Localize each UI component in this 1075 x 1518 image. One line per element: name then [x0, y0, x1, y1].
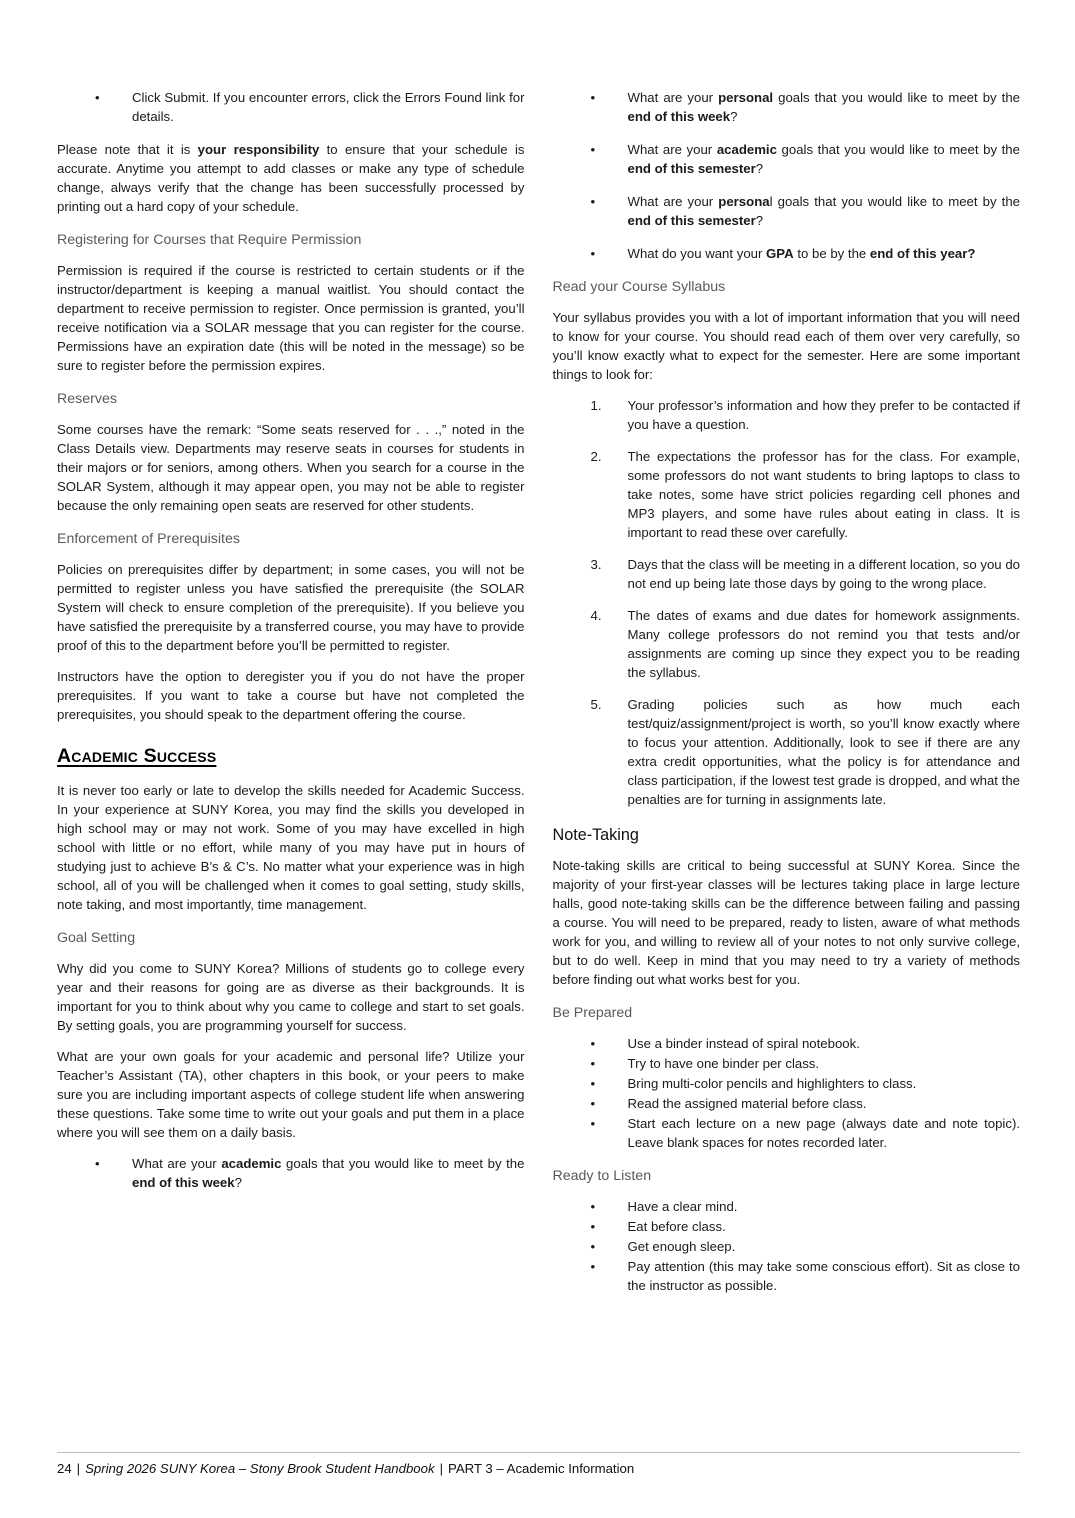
subsection-heading: Read your Course Syllabus [552, 279, 726, 295]
item-text [628, 1114, 1021, 1152]
text-run: The expectations the professor has for the class. For example, some professors do not want students to bring laptops to class to take notes, some have strict policies regarding cell phones and MP3 players, and some have rules about eating in class. It is important to read these over carefully. [627, 449, 1020, 540]
bold-text-run: academic [716, 142, 777, 157]
bullet-list [553, 1034, 1021, 1152]
bold-text-run: end of this semester [627, 161, 756, 176]
paragraph [57, 781, 525, 914]
text-run: What are your [132, 1156, 222, 1171]
text-run: Eat before class. [627, 1219, 726, 1234]
page-footer [57, 1452, 1020, 1478]
text-run: What are your [627, 142, 717, 157]
text-run: ? [730, 109, 738, 124]
bullet-item [553, 1094, 1021, 1113]
subsection-heading: Registering for Courses that Require Permission [57, 232, 362, 248]
bullet-item [553, 1217, 1021, 1236]
footer-separator: | [439, 1461, 443, 1476]
bullet-icon: • [590, 1036, 596, 1051]
item-text [628, 555, 1021, 593]
item-number: 1. [590, 398, 602, 413]
paragraph [57, 261, 525, 375]
bold-text-run: persona [718, 194, 770, 209]
subsection-heading: Reserves [57, 391, 117, 407]
bullet-item [57, 88, 525, 126]
bold-text-run: GPA [766, 246, 794, 261]
numbered-item [553, 396, 1021, 434]
bullet-list [553, 88, 1021, 263]
paragraph [57, 667, 525, 724]
item-text [628, 1217, 1021, 1236]
item-text [628, 447, 1021, 542]
bullet-icon: • [590, 1199, 596, 1214]
subsection-heading: Be Prepared [552, 1005, 633, 1021]
numbered-item [553, 695, 1021, 809]
bold-text-run: your responsibility [197, 142, 320, 157]
item-text [132, 88, 525, 126]
bold-text-run: end of this year? [869, 246, 976, 261]
bullet-icon: • [590, 1076, 596, 1091]
item-text [628, 1074, 1021, 1093]
text-run: Policies on prerequisites differ by department; in some cases, you will not be permitted to register unless you have satisfied the prerequisite (the SOLAR System will check to ensure completion of the prerequisite). If you believe you have satisfied the prerequisite by a transferred course, you may have to provide proof of this to the department before you’ll be permitted to register. [57, 562, 525, 653]
item-number: 2. [590, 449, 602, 464]
bullet-icon: • [590, 90, 596, 105]
paragraph [57, 1047, 525, 1142]
paragraph [57, 560, 525, 655]
text-run: Get enough sleep. [627, 1239, 736, 1254]
bullet-item [553, 1054, 1021, 1073]
bullet-icon: • [95, 90, 100, 105]
footer-separator: | [76, 1461, 81, 1476]
text-run: Your professor’s information and how they prefer to be contacted if you have a question. [627, 398, 1020, 432]
item-number: 4. [590, 608, 602, 623]
text-run: Why did you come to SUNY Korea? Millions of students go to college every year and their reasons for going are as diverse as their backgrounds. It is important for you to think about why you came to college and start to set goals. By setting goals, you are programming yourself for success. [57, 961, 525, 1033]
item-text [628, 1197, 1021, 1216]
paragraph [57, 420, 525, 515]
bold-text-run: personal [718, 90, 774, 105]
paragraph [57, 140, 525, 216]
footer-handbook-title: Spring 2026 SUNY Korea – Stony Brook Student Handbook [85, 1461, 435, 1476]
bullet-list [553, 1197, 1021, 1295]
text-run: goals that you would like to meet by the [773, 90, 1020, 105]
bullet-item [553, 1237, 1021, 1256]
text-run: The dates of exams and due dates for homework assignments. Many college professors do not remind you that tests and/or assignments are coming up since they expect you to be reading the syllabus. [627, 608, 1020, 680]
text-run: What are your [627, 90, 719, 105]
item-text [628, 606, 1021, 682]
bullet-item [57, 1154, 525, 1192]
numbered-item [553, 555, 1021, 593]
bold-text-run: academic [221, 1156, 282, 1171]
text-run: What do you want your [627, 246, 767, 261]
bullet-item [553, 192, 1021, 230]
item-text [628, 192, 1021, 230]
section-heading: Academic Success [57, 745, 217, 767]
text-run: to be by the [793, 246, 870, 261]
bullet-item [553, 1074, 1021, 1093]
bullet-item [553, 1034, 1021, 1053]
paragraph [553, 308, 1021, 384]
item-text [628, 695, 1021, 809]
bullet-icon: • [590, 1239, 596, 1254]
right-column [553, 88, 1021, 1307]
subsection-heading: Goal Setting [57, 930, 136, 946]
bullet-item [553, 140, 1021, 178]
item-text [628, 140, 1021, 178]
text-run: Your syllabus provides you with a lot of important information that you will need to know for your course. You should read each of them over very carefully, so you’ll know exactly what to expect for the semester. Here are some important things to look for: [552, 310, 1020, 382]
text-run: What are your own goals for your academic and personal life? Utilize your Teacher’s Assistant (TA), other chapters in this book, or your peers to make sure you are including important aspects of college student life when answering these questions. Take some time to write out your goals and put them in a place where you will see them on a daily basis. [57, 1049, 525, 1140]
text-run: l goals that you would like to meet by the [769, 194, 1020, 209]
text-run: It is never too early or late to develop the skills needed for Academic Success. In your experience at SUNY Korea, you may find the skills you developed in high school may or may not work. Some of you may have excelled in high school with little or no effort, while many of you may have put in hours of studying just to achieve B’s & C’s. No matter what your experience was in high school, all of you will be challenged when it comes to goal setting, study skills, note taking, and most importantly, time management. [57, 783, 525, 912]
text-run: goals that you would like to meet by the [776, 142, 1020, 157]
text-run: Instructors have the option to deregister you if you do not have the proper prerequisites. If you want to take a course but have not completed the prerequisites, you should speak to the department offering the course. [57, 669, 525, 722]
text-run: What are your [627, 194, 719, 209]
bullet-item [553, 88, 1021, 126]
bullet-item [553, 244, 1021, 263]
text-run: Days that the class will be meeting in a different location, so you do not end up being late those days by going to the wrong place. [627, 557, 1020, 591]
text-run: goals that you would like to meet by the [281, 1156, 525, 1171]
bullet-item [553, 1257, 1021, 1295]
two-column-layout [57, 88, 1020, 1307]
numbered-item [553, 606, 1021, 682]
footer-page-number: 24 [57, 1461, 72, 1476]
item-text [628, 1054, 1021, 1073]
bullet-icon: • [95, 1156, 100, 1171]
text-run: Bring multi-color pencils and highlighters to class. [627, 1076, 917, 1091]
paragraph [57, 959, 525, 1035]
bullet-icon: • [590, 1116, 596, 1131]
bullet-icon: • [590, 1056, 596, 1071]
text-run: Please note that it is [57, 142, 198, 157]
text-run: Grading policies such as how much each test/quiz/assignment/project is worth, so you’ll know exactly where to focus your attention. Additionally, look to see if there are any extra credit opportunities, what the policy is for attendance and class participation, if the lowest test grade is dropped, and what the penalties are for turning in assignments late. [627, 697, 1020, 807]
bullet-list [57, 1154, 525, 1192]
subsection-heading: Ready to Listen [552, 1168, 652, 1184]
bold-text-run: end of this semester [627, 213, 756, 228]
text-run: Click Submit. If you encounter errors, click the Errors Found link for details. [132, 90, 525, 124]
text-run: Pay attention (this may take some conscious effort). Sit as close to the instructor as possible. [627, 1259, 1020, 1293]
numbered-list [553, 396, 1021, 809]
bullet-icon: • [590, 1259, 596, 1274]
left-column [57, 88, 525, 1307]
topic-heading: Note-Taking [552, 826, 639, 844]
text-run: Use a binder instead of spiral notebook. [627, 1036, 860, 1051]
bullet-item [553, 1197, 1021, 1216]
bullet-icon: • [590, 1219, 596, 1234]
item-text [628, 1257, 1021, 1295]
item-text [628, 1237, 1021, 1256]
text-run: ? [234, 1175, 242, 1190]
text-run: Read the assigned material before class. [627, 1096, 867, 1111]
item-text [628, 1094, 1021, 1113]
item-text [628, 244, 1021, 263]
subsection-heading: Enforcement of Prerequisites [57, 531, 240, 547]
bullet-icon: • [590, 142, 596, 157]
bullet-icon: • [590, 1096, 596, 1111]
item-text [628, 1034, 1021, 1053]
bold-text-run: end of this week [132, 1175, 235, 1190]
text-run: ? [755, 161, 764, 176]
bullet-item [553, 1114, 1021, 1152]
item-number: 5. [590, 697, 602, 712]
bullet-icon: • [590, 194, 596, 209]
item-number: 3. [590, 557, 602, 572]
item-text [628, 396, 1021, 434]
footer-part-title: PART 3 – Academic Information [448, 1461, 635, 1476]
text-run: Have a clear mind. [627, 1199, 738, 1214]
bullet-list [57, 88, 525, 126]
text-run: to ensure that your schedule is accurate. Anytime you attempt to add classes or make any type of schedule change, always verify that the change has been successfully processed by printing out a hard copy of your schedule. [57, 142, 525, 214]
text-run: Note-taking skills are critical to being successful at SUNY Korea. Since the majority of your first-year classes will be lectures taking place in large lecture halls, good note-taking skills can be the difference between failing and passing a course. You will need to be prepared, ready to listen, aware of what methods work for you, and willing to review all of your notes to not only survive college, but to do well. Keep in mind that you may need to try a variety of methods before finding out what works best for you. [552, 858, 1020, 987]
bullet-icon: • [590, 246, 596, 261]
numbered-item [553, 447, 1021, 542]
text-run: Permission is required if the course is restricted to certain students or if the instructor/department is keeping a manual waitlist. You should contact the department to receive permission to register. Once permission is granted, you’ll receive notification via a SOLAR message that you can register for the course. Permissions have an expiration date (this will be noted in the message) so be sure to register before the permission expires. [57, 263, 525, 373]
paragraph [553, 856, 1021, 989]
text-run: Some courses have the remark: “Some seats reserved for . . .,” noted in the Class Details view. Departments may reserve seats in courses for students in their majors or for seniors, among others. When you search for a course in the SOLAR System, although it may appear open, you may not be able to register because the only remaining open seats are reserved for other students. [57, 422, 525, 513]
text-run: ? [755, 213, 764, 228]
item-text [628, 88, 1021, 126]
text-run: Start each lecture on a new page (always date and note topic). Leave blank spaces for notes recorded later. [627, 1116, 1020, 1150]
text-run: Try to have one binder per class. [627, 1056, 820, 1071]
item-text [132, 1154, 525, 1192]
bold-text-run: end of this week [627, 109, 731, 124]
